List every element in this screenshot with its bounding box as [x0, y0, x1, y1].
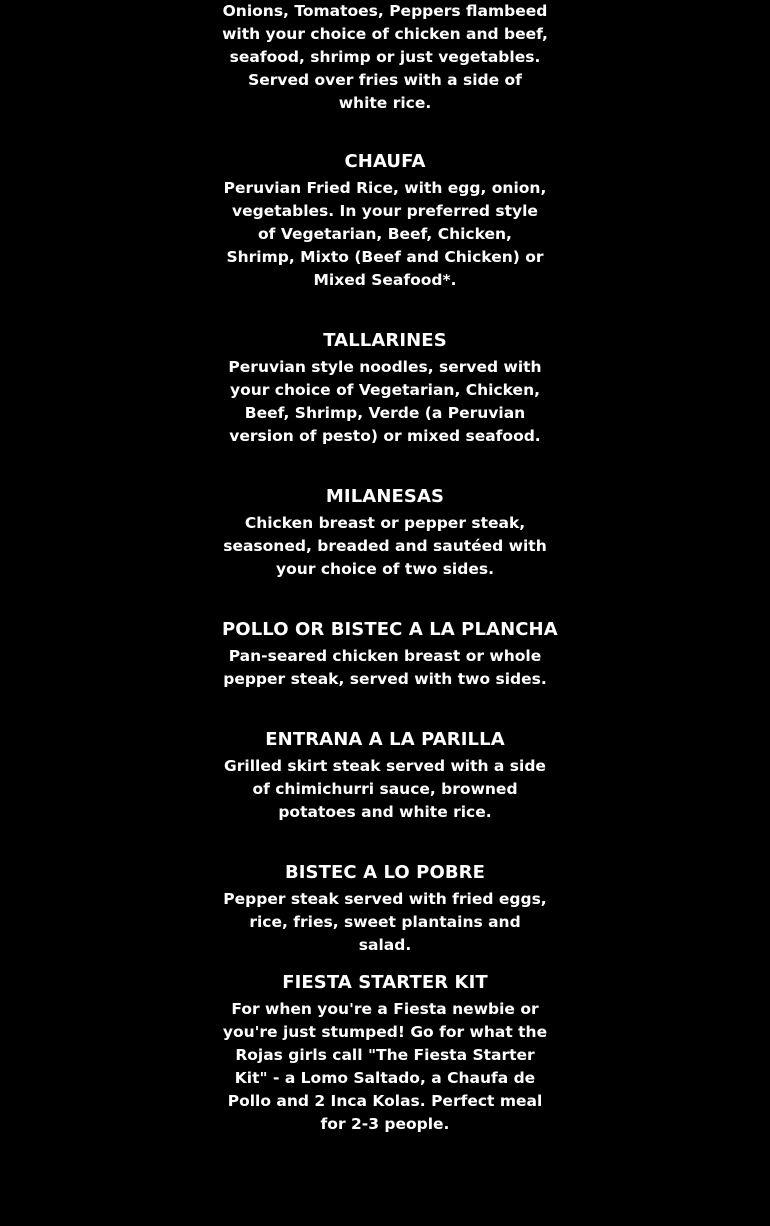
menu-item-milanesas — [222, 485, 548, 581]
menu-item-description: Peruvian style noodles, served with your choice of Vegetarian, Chicken, Beef, Shrimp, Verde (a Peruvian version of pesto) or mixed seafood. — [228, 358, 542, 445]
menu-item-description: Onions, Tomatoes, Peppers flambeed with your choice of chicken and beef, seafood, shrimp or just vegetables. Served over fries with a side of white rice. — [222, 2, 548, 112]
menu-item-description: Peruvian Fried Rice, with egg, onion, vegetables. In your preferred style of Vegetarian, Beef, Chicken, Shrimp, Mixto (Beef and Chicken) or Mixed Seafood*. — [223, 179, 547, 289]
menu-item-fiesta-starter-kit — [222, 971, 548, 1136]
menu-item-title: BISTEC A LO POBRE — [284, 862, 486, 883]
menu-item-title: ENTRANA A LA PARILLA — [265, 729, 505, 750]
menu-item-description: Grilled skirt steak served with a side of chimichurri sauce, browned potatoes and white rice. — [224, 757, 546, 821]
menu-item-description: For when you're a Fiesta newbie or you're just stumped! Go for what the Rojas girls call "The Fiesta Starter Kit" - a Lomo Saltado, a Chaufa de Pollo and 2 Inca Kolas. Perfect meal for 2-3 people. — [222, 1000, 548, 1133]
menu-item-title: MILANESAS — [325, 486, 445, 507]
menu-item-tallarines — [222, 329, 548, 448]
menu-item-title: CHAUFA — [344, 151, 426, 172]
menu-item-description: Pan-seared chicken breast or whole pepper steak, served with two sides. — [223, 647, 547, 688]
menu-item-entrana-parilla — [222, 728, 548, 824]
menu-item-description: Chicken breast or pepper steak, seasoned, breaded and sautéed with your choice of two sides. — [223, 514, 547, 578]
menu-item-title: FIESTA STARTER KIT — [282, 972, 488, 993]
menu-item-chaufa — [222, 150, 548, 292]
menu-item-title: TALLARINES — [323, 330, 447, 351]
menu-item-pollo-bistec-plancha — [222, 618, 558, 691]
menu-item-title: POLLO OR BISTEC A LA PLANCHA — [222, 619, 558, 640]
menu-item-bistec-lo-pobre — [222, 861, 548, 957]
menu-item-description: Pepper steak served with fried eggs, rice, fries, sweet plantains and salad. — [223, 890, 547, 954]
